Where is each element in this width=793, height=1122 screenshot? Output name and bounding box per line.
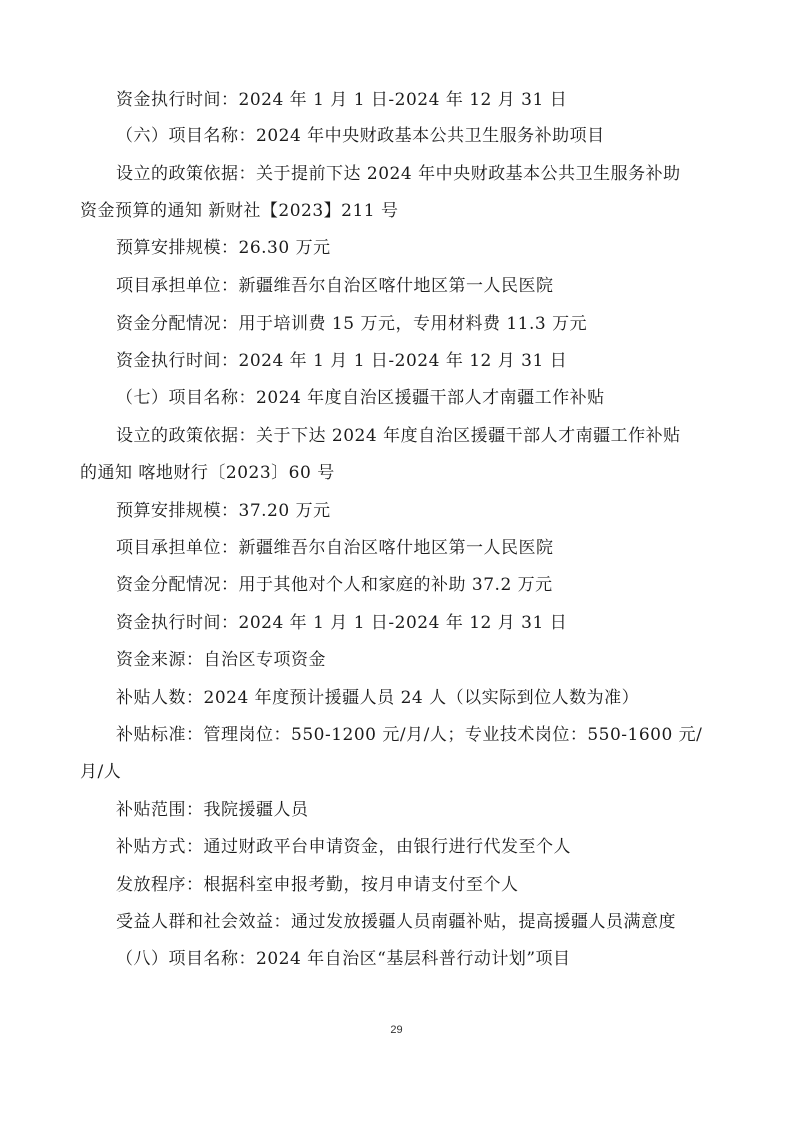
paragraph-line: 项目承担单位：新疆维吾尔自治区喀什地区第一人民医院	[116, 538, 554, 558]
paragraph-line: （八）项目名称：2024 年自治区“基层科普行动计划”项目	[116, 949, 571, 969]
paragraph-line: 资金执行时间：2024 年 1 月 1 日-2024 年 12 月 31 日	[116, 351, 568, 371]
paragraph-line: 设立的政策依据：关于提前下达 2024 年中央财政基本公共卫生服务补助	[116, 164, 681, 184]
paragraph-line: 补贴方式：通过财政平台申请资金，由银行进行代发至个人	[116, 837, 571, 857]
page-number: 29	[390, 1024, 403, 1036]
paragraph-line: 受益人群和社会效益：通过发放援疆人员南疆补贴，提高援疆人员满意度	[116, 912, 676, 932]
paragraph-line: 月/人	[80, 762, 122, 782]
paragraph-line: 预算安排规模：37.20 万元	[116, 501, 331, 521]
paragraph-line: 资金执行时间：2024 年 1 月 1 日-2024 年 12 月 31 日	[116, 90, 568, 110]
paragraph-line: 补贴范围：我院援疆人员	[116, 800, 309, 820]
paragraph-line: 的通知 喀地财行〔2023〕60 号	[80, 463, 335, 483]
paragraph-line: 资金预算的通知 新财社【2023】211 号	[80, 201, 399, 221]
paragraph-line: 补贴标准：管理岗位：550-1200 元/月/人；专业技术岗位：550-1600 元/	[116, 725, 703, 745]
paragraph-line: （六）项目名称：2024 年中央财政基本公共卫生服务补助项目	[116, 126, 605, 146]
paragraph-line: 资金来源：自治区专项资金	[116, 650, 326, 670]
paragraph-line: 资金分配情况：用于其他对个人和家庭的补助 37.2 万元	[116, 575, 553, 595]
paragraph-line: 资金执行时间：2024 年 1 月 1 日-2024 年 12 月 31 日	[116, 613, 568, 633]
paragraph-line: 资金分配情况：用于培训费 15 万元，专用材料费 11.3 万元	[116, 314, 588, 334]
paragraph-line: 项目承担单位：新疆维吾尔自治区喀什地区第一人民医院	[116, 276, 554, 296]
paragraph-line: 发放程序：根据科室申报考勤，按月申请支付至个人	[116, 875, 519, 895]
paragraph-line: 预算安排规模：26.30 万元	[116, 238, 331, 258]
paragraph-line: 设立的政策依据：关于下达 2024 年度自治区援疆干部人才南疆工作补贴	[116, 426, 681, 446]
paragraph-line: 补贴人数：2024 年度预计援疆人员 24 人（以实际到位人数为准）	[116, 688, 640, 708]
paragraph-line: （七）项目名称：2024 年度自治区援疆干部人才南疆工作补贴	[116, 388, 605, 408]
